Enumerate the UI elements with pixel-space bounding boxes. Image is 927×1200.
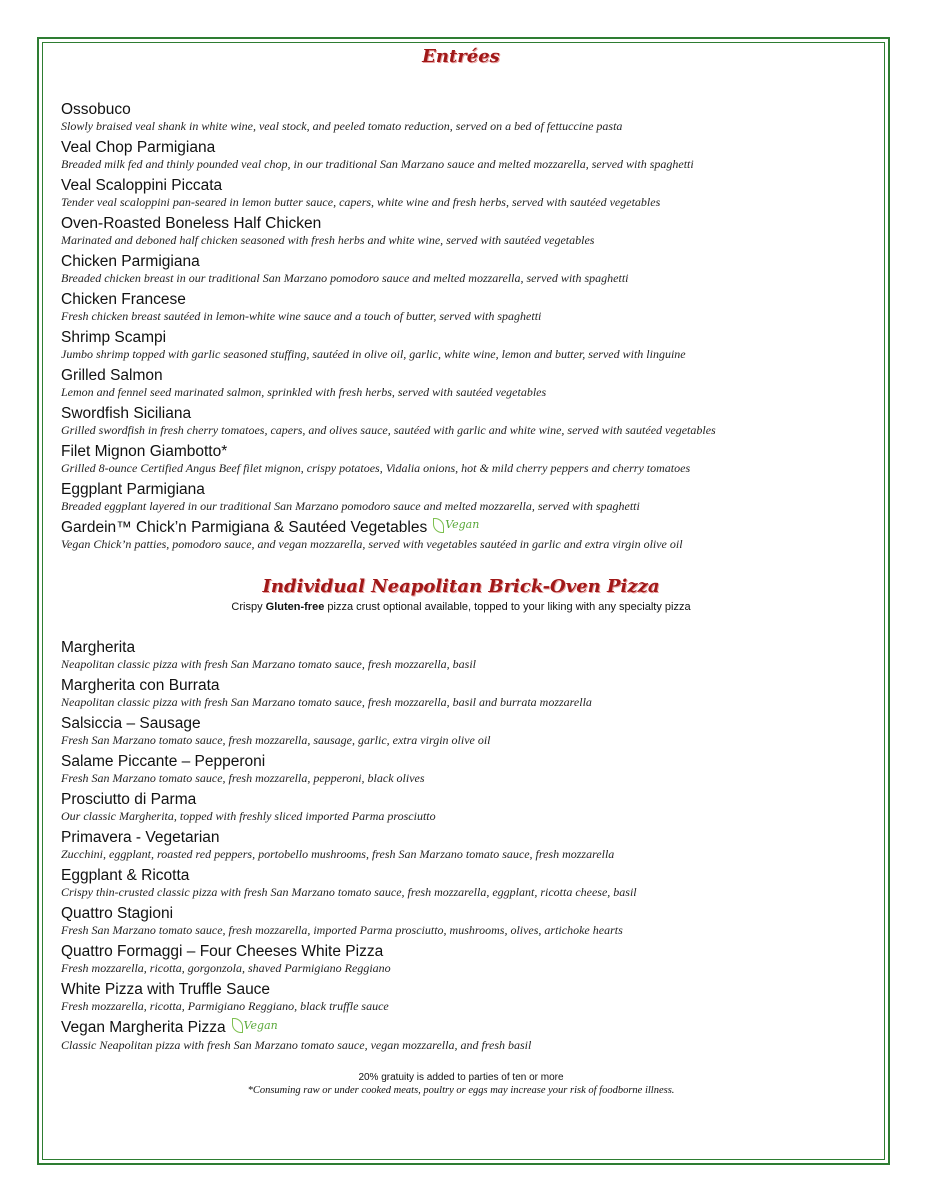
menu-item-name-text: Margherita <box>61 639 136 657</box>
menu-item-name <box>61 518 861 537</box>
entrees-title: Entrées <box>422 46 500 67</box>
menu-item-description: Fresh San Marzano tomato sauce, fresh mozzarella, sausage, garlic, extra virgin olive oil <box>61 733 491 748</box>
menu-item <box>61 904 861 938</box>
menu-item-name-text: Swordfish Siciliana <box>61 405 192 422</box>
leaf-icon <box>232 1018 243 1033</box>
menu-item <box>61 676 861 710</box>
menu-item-description: Vegan Chick’n patties, pomodoro sauce, and vegan mozzarella, served with vegetables sautéed in garlic and extra virgin olive oil <box>61 537 683 552</box>
menu-item-description: Breaded chicken breast in our traditional San Marzano pomodoro sauce and melted mozzarella, served with spaghetti <box>61 271 629 285</box>
menu-item-name-text: Margherita con Burrata <box>61 677 220 695</box>
menu-item-description: Slowly braised veal shank in white wine, veal stock, and peeled tomato reduction, served on a bed of fettuccine pasta <box>61 119 623 133</box>
menu-item-name-text: Salsiccia – Sausage <box>61 715 201 733</box>
menu-item-name-text: Chicken Francese <box>61 291 186 308</box>
menu-item-name-text: Grilled Salmon <box>61 367 163 384</box>
pizza-subtitle-post: pizza crust optional available, topped to your liking with any specialty pizza <box>324 601 691 614</box>
menu-item <box>61 252 861 286</box>
menu-item-name <box>61 100 861 119</box>
menu-footer <box>61 1071 861 1097</box>
menu-item-description: Marinated and deboned half chicken seasoned with fresh herbs and white wine, served with sautéed vegetables <box>61 233 595 247</box>
menu-item <box>61 518 861 552</box>
menu-item-description: Fresh mozzarella, ricotta, gorgonzola, shaved Parmigiano Reggiano <box>61 961 391 976</box>
menu-item-name-text: White Pizza with Truffle Sauce <box>61 981 271 999</box>
menu-item-description: Fresh chicken breast sautéed in lemon-white wine sauce and a touch of butter, served with spaghetti <box>61 309 542 323</box>
menu-item <box>61 714 861 748</box>
menu-item <box>61 790 861 824</box>
menu-item <box>61 366 861 400</box>
menu-item-name <box>61 638 861 657</box>
menu-item <box>61 638 861 672</box>
menu-item-name <box>61 714 861 733</box>
menu-item <box>61 138 861 172</box>
menu-content <box>61 40 861 1097</box>
menu-item-description: Lemon and fennel seed marinated salmon, sprinkled with fresh herbs, served with sautéed vegetables <box>61 385 547 399</box>
menu-item <box>61 942 861 976</box>
menu-item <box>61 980 861 1014</box>
menu-item-name <box>61 942 861 961</box>
menu-item-description: Tender veal scaloppini pan-seared in lemon butter sauce, capers, white wine and fresh herbs, served with sautéed vegetables <box>61 195 661 209</box>
menu-item-description: Jumbo shrimp topped with garlic seasoned stuffing, sautéed in olive oil, garlic, white wine, lemon and butter, served with linguine <box>61 347 686 361</box>
menu-item-description: Zucchini, eggplant, roasted red peppers, portobello mushrooms, fresh San Marzano tomato sauce, fresh mozzarella <box>61 847 615 862</box>
menu-item-name <box>61 366 861 385</box>
vegan-badge-icon <box>433 515 479 534</box>
menu-item-name <box>61 290 861 309</box>
menu-item-name <box>61 790 861 809</box>
vegan-badge-label: Vegan <box>445 518 480 532</box>
menu-item-name-text: Chicken Parmigiana <box>61 253 200 270</box>
menu-item-name-text: Vegan Margherita Pizza <box>61 1019 226 1037</box>
menu-item-name <box>61 176 861 195</box>
foodborne-warning: *Consuming raw or under cooked meats, poultry or eggs may increase your risk of foodborne illness. <box>247 1084 675 1096</box>
menu-item <box>61 290 861 324</box>
menu-item-description: Classic Neapolitan pizza with fresh San Marzano tomato sauce, vegan mozzarella, and fresh basil <box>61 1037 532 1052</box>
entrees-list <box>61 100 861 552</box>
vegan-badge-label: Vegan <box>243 1018 278 1032</box>
pizza-subtitle <box>61 600 861 614</box>
menu-item-name <box>61 752 861 771</box>
menu-item-name-text: Quattro Stagioni <box>61 905 174 923</box>
menu-item-name <box>61 676 861 695</box>
menu-item-name-text: Eggplant & Ricotta <box>61 867 190 885</box>
menu-item-name <box>61 138 861 157</box>
pizza-list <box>61 638 861 1052</box>
leaf-icon <box>433 518 444 533</box>
menu-item <box>61 866 861 900</box>
menu-item-name-text: Shrimp Scampi <box>61 329 167 346</box>
menu-item-description: Grilled 8-ounce Certified Angus Beef filet mignon, crispy potatoes, Vidalia onions, hot & mild cherry peppers and cherry tomatoes <box>61 461 691 475</box>
menu-item-name <box>61 442 861 461</box>
menu-item-name-text: Ossobuco <box>61 101 131 118</box>
menu-item-name-text: Primavera - Vegetarian <box>61 829 220 847</box>
pizza-title: Individual Neapolitan Brick-Oven Pizza <box>262 576 660 598</box>
menu-item-description: Neapolitan classic pizza with fresh San Marzano tomato sauce, fresh mozzarella, basil <box>61 657 477 672</box>
menu-item-name <box>61 214 861 233</box>
pizza-header <box>61 576 861 614</box>
menu-item-name <box>61 328 861 347</box>
menu-item <box>61 480 861 514</box>
menu-item-description: Fresh San Marzano tomato sauce, fresh mozzarella, imported Parma prosciutto, mushrooms, olives, artichoke hearts <box>61 923 623 938</box>
pizza-subtitle-bold: Gluten-free <box>265 601 325 614</box>
menu-item-name <box>61 904 861 923</box>
menu-item-name-text: Oven-Roasted Boneless Half Chicken <box>61 215 322 232</box>
menu-item-description: Breaded milk fed and thinly pounded veal chop, in our traditional San Marzano sauce and melted mozzarella, served with spaghetti <box>61 157 694 171</box>
pizza-subtitle-pre: Crispy <box>231 601 266 614</box>
menu-item-description: Fresh mozzarella, ricotta, Parmigiano Reggiano, black truffle sauce <box>61 999 389 1014</box>
menu-item <box>61 214 861 248</box>
menu-item-description: Fresh San Marzano tomato sauce, fresh mozzarella, pepperoni, black olives <box>61 771 425 786</box>
menu-item-name <box>61 404 861 423</box>
menu-item <box>61 176 861 210</box>
menu-item <box>61 828 861 862</box>
gratuity-note: 20% gratuity is added to parties of ten or more <box>358 1071 564 1083</box>
menu-item-description: Our classic Margherita, topped with freshly sliced imported Parma prosciutto <box>61 809 436 824</box>
menu-item-description: Breaded eggplant layered in our traditional San Marzano pomodoro sauce and melted mozzarella, served with spaghetti <box>61 499 640 513</box>
menu-item-description: Neapolitan classic pizza with fresh San Marzano tomato sauce, fresh mozzarella, basil and burrata mozzarella <box>61 695 592 710</box>
menu-item-name <box>61 828 861 847</box>
menu-item-description: Crispy thin-crusted classic pizza with fresh San Marzano tomato sauce, fresh mozzarella, eggplant, ricotta cheese, basil <box>61 885 637 900</box>
menu-item <box>61 404 861 438</box>
menu-item-description: Grilled swordfish in fresh cherry tomatoes, capers, and olives sauce, sautéed with garlic and white wine, served with sautéed vegetables <box>61 423 716 437</box>
menu-item-name-text: Veal Scaloppini Piccata <box>61 177 223 194</box>
menu-item-name-text: Salame Piccante – Pepperoni <box>61 753 266 771</box>
menu-item-name-text: Veal Chop Parmigiana <box>61 139 216 156</box>
menu-item <box>61 100 861 134</box>
menu-item-name-text: Gardein™ Chick’n Parmigiana & Sautéed Vegetables <box>61 519 428 536</box>
menu-item-name <box>61 480 861 499</box>
menu-item <box>61 328 861 362</box>
vegan-badge-icon <box>232 1016 278 1035</box>
menu-item-name <box>61 980 861 999</box>
menu-item-name <box>61 866 861 885</box>
menu-item <box>61 752 861 786</box>
menu-item <box>61 1018 861 1052</box>
menu-item-name-text: Prosciutto di Parma <box>61 791 197 809</box>
menu-item-name <box>61 1018 861 1037</box>
menu-item-name-text: Eggplant Parmigiana <box>61 481 205 498</box>
menu-item-name-text: Quattro Formaggi – Four Cheeses White Pizza <box>61 943 384 961</box>
menu-item-name <box>61 252 861 271</box>
menu-item-name-text: Filet Mignon Giambotto* <box>61 443 228 460</box>
menu-item <box>61 442 861 476</box>
